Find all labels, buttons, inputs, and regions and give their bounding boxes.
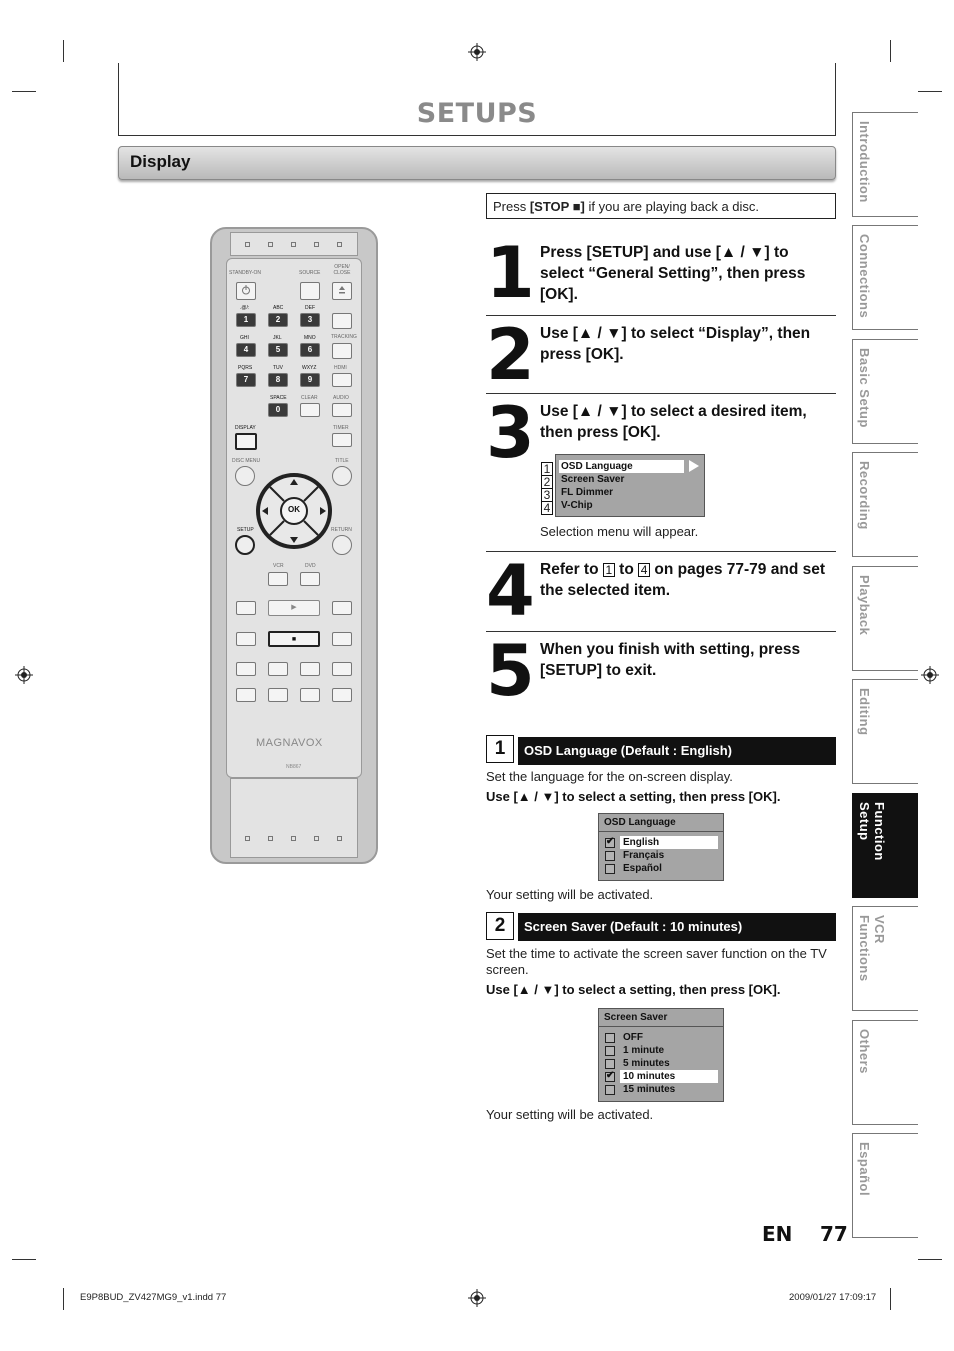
menu-number: 3 [541, 486, 553, 504]
display-button[interactable] [235, 433, 257, 450]
menu-number: 2 [541, 473, 553, 491]
step-text: When you finish with setting, press [SETUP] to exit. [540, 641, 801, 679]
rec-mode-button[interactable] [236, 688, 256, 702]
remote-label: DISPLAY [235, 425, 256, 431]
remote-label: TIMER [333, 425, 349, 431]
remote-label: TITLE [335, 458, 349, 464]
step-text: Press [SETUP] and use [▲ / ▼] to select “General Setting”, then press [OK]. [540, 244, 806, 303]
divider [599, 1026, 723, 1027]
choice-15-minutes[interactable]: 15 minutes [623, 1084, 676, 1095]
registration-mark-icon [468, 1289, 486, 1307]
choice-espanol[interactable]: Español [623, 863, 662, 874]
side-tab-vcr-functions[interactable]: VCR Functions [852, 906, 918, 1011]
indicator-dot [314, 242, 319, 247]
remote-label: CLEAR [301, 395, 318, 401]
setup-button[interactable] [235, 535, 255, 555]
skip-forward-button[interactable] [332, 601, 352, 615]
key-letters: JKL [273, 335, 282, 341]
footer-file: E9P8BUD_ZV427MG9_v1.indd 77 [80, 1292, 227, 1303]
key-8[interactable]: 8 [268, 373, 288, 387]
page-language: EN [762, 1222, 793, 1246]
option-description: Set the language for the on-screen display. [486, 769, 733, 784]
checkbox[interactable] [605, 1046, 615, 1056]
registration-mark-icon [921, 666, 939, 684]
indicator-dot [268, 836, 273, 841]
key-letters: GHI [240, 335, 249, 341]
divider [599, 831, 723, 832]
indicator-dot [245, 836, 250, 841]
menu-number: 1 [541, 460, 553, 478]
tape-play-button[interactable] [300, 662, 320, 676]
menu-item-screen-saver[interactable]: Screen Saver [561, 474, 625, 485]
side-tab-function-setup[interactable]: Function Setup [852, 793, 918, 898]
remote-label: SOURCE [299, 270, 321, 276]
eject-icon [338, 285, 346, 295]
key-letters: WXYZ [302, 365, 317, 371]
remote-label: RETURN [331, 527, 352, 533]
key-letters: PQRS [238, 365, 253, 371]
key-1[interactable]: 1 [236, 313, 256, 327]
option-instruction: Use [▲ / ▼] to select a setting, then press [OK]. [486, 789, 781, 804]
section-header [118, 146, 836, 180]
option-instruction: Use [▲ / ▼] to select a setting, then press [OK]. [486, 982, 781, 997]
menu-title: OSD Language [604, 817, 676, 828]
checkbox-checked[interactable] [605, 1072, 615, 1082]
remote-label: AUDIO [333, 395, 349, 401]
step-number: 2 [486, 314, 533, 396]
menu-title: Screen Saver [604, 1012, 668, 1023]
choice-english[interactable]: English [620, 836, 718, 849]
key-9[interactable]: 9 [300, 373, 320, 387]
choice-5-minutes[interactable]: 5 minutes [623, 1058, 670, 1069]
option-number: 1 [486, 735, 514, 763]
fast-forward-button[interactable] [332, 632, 352, 646]
arrow-right-icon [688, 460, 700, 472]
clear-button[interactable] [300, 403, 320, 417]
choice-off[interactable]: OFF [623, 1032, 643, 1043]
remote-label: SETUP [237, 527, 254, 533]
cm-skip-button[interactable] [268, 662, 288, 676]
indicator-dot [337, 836, 342, 841]
menu-item-fl-dimmer[interactable]: FL Dimmer [561, 487, 614, 498]
option-result: Your setting will be activated. [486, 887, 654, 902]
key-letters: MNO [304, 335, 316, 341]
rewind-button[interactable] [236, 632, 256, 646]
tracking-down-button[interactable] [332, 343, 352, 359]
step-text: Refer to 1 to 4 on pages 77-79 and set the selected item. [540, 561, 825, 599]
vcr-button[interactable] [268, 572, 288, 586]
option-title: OSD Language (Default : English) [518, 737, 836, 765]
crop-mark [63, 40, 64, 62]
key-3[interactable]: 3 [300, 313, 320, 327]
option-description: Set the time to activate the screen saver function on the TV screen. [486, 946, 827, 977]
side-tab-introduction[interactable]: Introduction [852, 112, 918, 217]
section-title: Display [130, 152, 191, 171]
indicator-dot [291, 242, 296, 247]
choice-francais[interactable]: Français [623, 850, 665, 861]
page-title: SETUPS [416, 98, 538, 129]
crop-mark [918, 91, 942, 92]
divider [486, 631, 836, 632]
power-icon [241, 285, 251, 295]
option-number: 2 [486, 912, 514, 940]
menu-caption: Selection menu will appear. [540, 524, 699, 539]
title-button[interactable] [332, 466, 352, 486]
crop-mark [890, 40, 891, 62]
key-6[interactable]: 6 [300, 343, 320, 357]
rec-button[interactable] [332, 688, 352, 702]
registration-mark-icon [15, 666, 33, 684]
divider [486, 551, 836, 552]
step-number: 3 [486, 392, 533, 474]
side-tab-playback[interactable]: Playback [852, 566, 918, 671]
indicator-dot [268, 242, 273, 247]
checkbox[interactable] [605, 864, 615, 874]
crop-mark [12, 1259, 36, 1260]
menu-item-osd-language[interactable]: OSD Language [559, 460, 684, 473]
key-letters: TUV [273, 365, 283, 371]
checkbox[interactable] [605, 851, 615, 861]
divider [486, 315, 836, 316]
choice-10-minutes[interactable]: 10 minutes [620, 1070, 718, 1083]
page-number: 77 [820, 1222, 848, 1246]
dvd-button[interactable] [300, 572, 320, 586]
return-button[interactable] [332, 535, 352, 555]
choice-1-minute[interactable]: 1 minute [623, 1045, 665, 1056]
checkbox-checked[interactable] [605, 838, 615, 848]
side-tab-basic-setup[interactable]: Basic Setup [852, 339, 918, 444]
remote-label: TRACKING [331, 334, 357, 340]
osd-language-menu [598, 813, 724, 881]
search-button[interactable] [332, 662, 352, 676]
play-button[interactable]: ▶ [268, 600, 320, 616]
side-tab-connections[interactable]: Connections [852, 225, 918, 330]
side-tab-editing[interactable]: Editing [852, 679, 918, 784]
pause-button[interactable] [236, 662, 256, 676]
menu-item-v-chip[interactable]: V-Chip [561, 500, 593, 511]
indicator-dot [314, 836, 319, 841]
crop-mark [63, 1288, 64, 1310]
key-7[interactable]: 7 [236, 373, 256, 387]
key-4[interactable]: 4 [236, 343, 256, 357]
footer-datetime: 2009/01/27 17:09:17 [789, 1292, 877, 1303]
side-tab-recording[interactable]: Recording [852, 452, 918, 557]
timer-button[interactable] [332, 433, 352, 447]
checkbox[interactable] [605, 1085, 615, 1095]
key-letters: SPACE [270, 395, 287, 401]
remote-bottom-panel [230, 778, 358, 858]
key-5[interactable]: 5 [268, 343, 288, 357]
indicator-dot [291, 836, 296, 841]
screen-saver-menu [598, 1008, 724, 1102]
timer-set-button[interactable] [300, 688, 320, 702]
checkbox[interactable] [605, 1033, 615, 1043]
remote-model: NB867 [286, 764, 302, 770]
step-number: 5 [486, 630, 533, 712]
option-result: Your setting will be activated. [486, 1107, 654, 1122]
remote-brand: MAGNAVOX [256, 737, 323, 749]
key-letters: ABC [273, 305, 284, 311]
source-button[interactable] [300, 282, 320, 300]
step-number: 4 [486, 550, 533, 632]
menu-number: 4 [541, 499, 553, 517]
side-tab-espanol[interactable]: Español [852, 1133, 918, 1238]
tracking-up-button[interactable] [332, 313, 352, 329]
crop-mark [890, 1288, 891, 1310]
hdmi-button[interactable] [332, 373, 352, 387]
dubbing-button[interactable] [268, 688, 288, 702]
option-title: Screen Saver (Default : 10 minutes) [518, 913, 836, 941]
key-0[interactable]: 0 [268, 403, 288, 417]
ok-button[interactable]: OK [288, 505, 300, 514]
crop-mark [918, 1259, 942, 1260]
selection-menu [555, 454, 705, 517]
key-letters: DEF [305, 305, 315, 311]
remote-label: DISC MENU [232, 458, 261, 464]
audio-button[interactable] [332, 403, 352, 417]
remote-label: OPEN/ CLOSE [333, 264, 351, 276]
indicator-dot [245, 242, 250, 247]
skip-back-button[interactable] [236, 601, 256, 615]
stop-note: Press [STOP ■] if you are playing back a disc. [486, 193, 836, 219]
registration-mark-icon [468, 43, 486, 61]
step-number: 1 [486, 232, 533, 314]
divider [486, 393, 836, 394]
crop-mark [12, 91, 36, 92]
disc-menu-button[interactable] [235, 466, 255, 486]
side-tab-others[interactable]: Others [852, 1020, 918, 1125]
remote-label: STANDBY-ON [229, 270, 261, 276]
checkbox[interactable] [605, 1059, 615, 1069]
key-letters: .@/: [240, 305, 250, 311]
remote-label: DVD [305, 563, 316, 569]
step-text: Use [▲ / ▼] to select “Display”, then press [OK]. [540, 325, 811, 363]
remote-label: HDMI [334, 365, 347, 371]
indicator-dot [337, 242, 342, 247]
remote-label: VCR [273, 563, 284, 569]
step-text: Use [▲ / ▼] to select a desired item, then press [OK]. [540, 403, 807, 441]
key-2[interactable]: 2 [268, 313, 288, 327]
stop-button[interactable]: ■ [268, 631, 320, 647]
